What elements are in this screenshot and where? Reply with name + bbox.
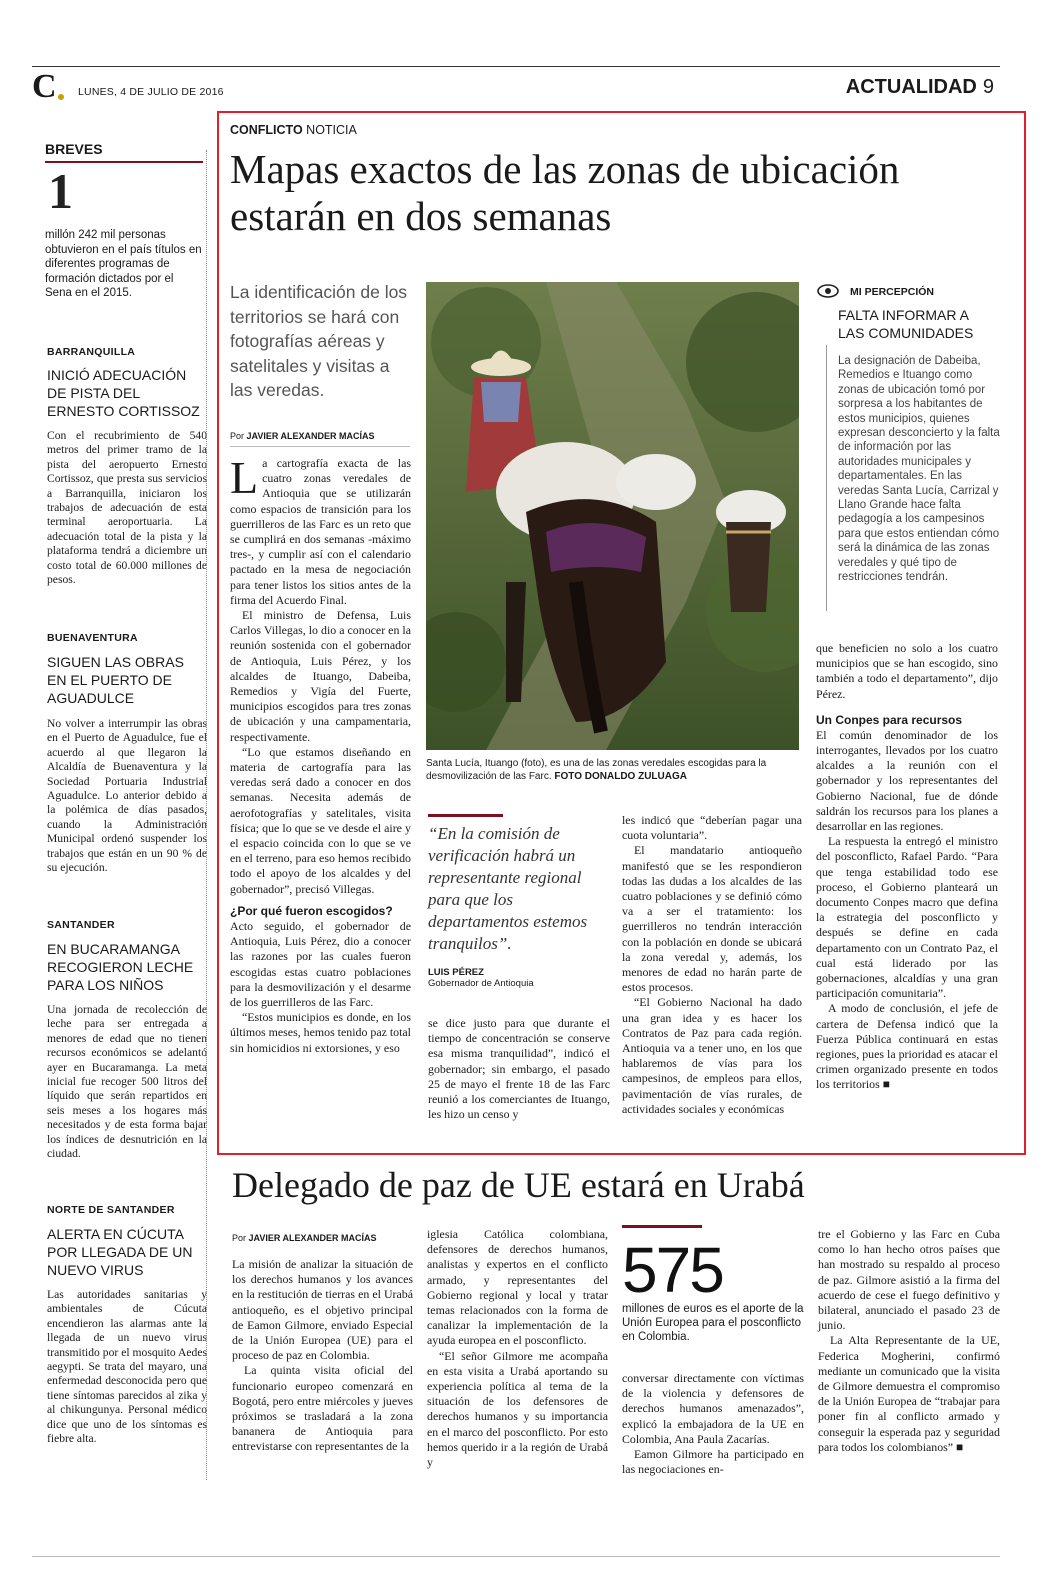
- paragraph: El ministro de Defensa, Luis Carlos Villegas, lo dio a conocer en la reunión sostenida con el gobernador de Antioquia, Luis Pérez, y los alcaldes de Ituango, Dabeiba, Remedios y Vigía del Fuerte, municipios escogidos para tres zonas de ubicación y una campamentaria, respectivamente.: [230, 608, 411, 744]
- brief-kicker: NORTE DE SANTANDER: [47, 1204, 175, 1216]
- brief-headline: INICIÓ ADECUACIÓN DE PISTA DEL ERNESTO CORTISSOZ: [47, 367, 200, 419]
- paragraph: “El señor Gilmore me acompaña en esta visita a Urabá aportando su experiencia política al tema de la situación de los defensores de derechos humanos y su importancia en el marco del posconflicto. Por esto hemos querido ir a la región de Urabá y: [427, 1348, 608, 1470]
- byline-author: JAVIER ALEXANDER MACÍAS: [248, 1233, 377, 1243]
- article-deck: La identificación de los territorios se hará con fotografías aéreas y satelitales y visitas a las veredas.: [230, 282, 408, 400]
- section-name: ACTUALIDAD: [845, 76, 977, 98]
- paragraph: conversar directamente con víctimas de la violencia y defensores de derechos humanos amenazados”, explicó la embajadora de la UE en Colombia, Ana Paula Zacarías.: [622, 1371, 804, 1446]
- brief-headline: ALERTA EN CÚCUTA POR LLEGADA DE UN NUEVO VIRUS: [47, 1226, 193, 1278]
- paragraph: les indicó que “deberían pagar una cuota voluntaria”.: [622, 813, 802, 843]
- article-photo: [426, 282, 799, 750]
- paragraph: “Estos municipios es donde, en los últimos meses, hemos tenido paz total sin homicidios ni extorsiones, y eso: [230, 1010, 411, 1055]
- pull-quote-rule: [428, 814, 503, 817]
- photo-credit: FOTO DONALDO ZULUAGA: [554, 771, 687, 782]
- article2-column-3: [622, 1371, 804, 1477]
- paragraph: La Alta Representante de la UE, Federica Mogherini, confirmó mediante un comunicado que la visita de Gilmore demuestra el compromiso de la Unión Europea de “trabajar para poner fin al conflicto armado y conseguir la esperada paz y seguridad para todos los colombianos” ■: [818, 1333, 1000, 1454]
- brief-body: No volver a interrumpir las obras en el Puerto de Aguadulce, fue el acuerdo al que llegaron la Alcaldía de Buenaventura y la Sociedad Portuaria Industrial Aguadulce. Lo anterior debido a la polémica de días pasados, cuando la Administración Municipal ordenó suspender los trabajos que están en un 90 % de su ejecución.: [47, 717, 207, 875]
- brief-kicker: BUENAVENTURA: [47, 632, 138, 644]
- sidebar-title: BREVES: [45, 141, 103, 157]
- brief-body: Una jornada de recolección de leche para ser entregada a menores de edad que no tienen recursos económicos se adelantó ayer en Bucaramanga. La meta inicial fue recoger 500 litros del líquido que serán repartidos en seis meses a los hogares más necesitados y de esta forma bajar los índices de desnutrición en la ciudad.: [47, 1003, 207, 1161]
- footer-rule: [32, 1556, 1000, 1557]
- article2-column-1: [232, 1257, 413, 1455]
- paragraph: Acto seguido, el gobernador de Antioquia, Luis Pérez, dio a conocer las razones por las cuales fueron escogidas estas cuatro poblaciones para la desmovilización y el desarme de los guerrilleros de las Farc.: [230, 918, 411, 1009]
- kicker-type: NOTICIA: [306, 123, 357, 137]
- opinion-label: MI PERCEPCIÓN: [850, 286, 935, 298]
- kicker-topic: CONFLICTO: [230, 123, 303, 137]
- photo-caption: [426, 757, 799, 783]
- article-headline: Mapas exactos de las zonas de ubicación estarán en dos semanas: [230, 146, 900, 239]
- paragraph: La misión de analizar la situación de los derechos humanos y los avances en la restitución de tierras en el Urabá antioqueño, es el objetivo principal de Eamon Gilmore, enviado Especial de la Unión Europea (UE) para el proceso de paz en Colombia.: [232, 1257, 413, 1363]
- paragraph: “Lo que estamos diseñando en materia de cartografía para las veredas será dado a conocer en dos semanas. Necesita además de aerofotografías y satelitales, visita física; que lo que se ve desde el aire y el espacio coincida con lo que se ve en el terreno, para eso hemos recibido todo el apoyo de los alcaldes y del gobernador”, precisó Villegas.: [230, 744, 411, 896]
- paragraph: A modo de conclusión, el jefe de cartera de Defensa indicó que la Fuerza Pública continuará en estas regiones, pues la prioridad es atacar el crimen organizado presente en todos los territorios ■: [816, 1001, 998, 1092]
- pull-quote-author: LUIS PÉREZ: [428, 967, 484, 978]
- eye-icon: [817, 283, 839, 299]
- mule-trail-photo: [426, 282, 799, 750]
- stat-rule: [622, 1225, 702, 1228]
- sidebar-big-number-text: millón 242 mil personas obtuvieron en el país títulos en diferentes programas de formación dictados por el Sena en el 2015.: [45, 229, 202, 299]
- paragraph-text: a cartografía exacta de las cuatro zonas veredales de Antioquia que se utilizarán como espacios de transición para los guerrilleros de las Farc es un reto que se cumplirá en dos semanas -máximo tres-, y cumplir así con el calendario pactado en la mesa de negociación para tener listos los sitios antes de la firma del Acuerdo Final.: [230, 456, 411, 607]
- paragraph: Eamon Gilmore ha participado en las negociaciones en-: [622, 1447, 804, 1477]
- byline-author: JAVIER ALEXANDER MACÍAS: [246, 431, 375, 441]
- sidebar-divider: [206, 150, 207, 1480]
- stat-text: millones de euros es el aporte de la Unión Europea para el posconflicto en Colombia.: [622, 1303, 804, 1343]
- brief-body: Las autoridades sanitarias y ambientales de Cúcuta encendieron las alarmas ante la llegada de un nuevo virus transmitido por el mosquito Aedes aegypti. Se trata del mayaro, una enfermedad desconocida pero que tiene síntomas parecidos al zika y al chikungunya. Personal médico dice que uno de los síntomas es fiebre alta.: [47, 1288, 207, 1446]
- opinion-body: La designación de Dabeiba, Remedios e Ituango como zonas de ubicación tomó por sorpresa a los habitantes de estos municipios, quienes expresan desconcierto y la falta de información por las autoridades municipales y departamentales. En las veredas Santa Lucía, Carrizal y Llano Grande hace falta pedagogía a los campesinos para que estos entiendan cómo será la dinámica de las zonas veredales y qué tipo de restricciones tendrán.: [838, 355, 1000, 584]
- article-subhead: Un Conpes para recursos: [816, 712, 963, 727]
- paragraph: iglesia Católica colombiana, defensores de derechos humanos, analistas y expertos en el conflicto armado, y representantes del Gobierno regional y local y tratar temas relacionados con la forma de canalizar la implementación de la ayuda europea en el posconflicto.: [427, 1227, 608, 1348]
- drop-cap: L: [230, 452, 259, 503]
- article-column-3: [622, 813, 802, 1117]
- article-subhead: ¿Por qué fueron escogidos?: [230, 903, 393, 918]
- logo-dot-icon: [58, 94, 64, 100]
- article-column-2: [428, 1016, 610, 1122]
- paragraph: La quinta visita oficial del funcionario europeo comenzará en Bogotá, pero entre miércoles y jueves próximos se trasladará a la zona bananera de Antioquia para entrevistarse con representantes de la: [232, 1363, 413, 1454]
- page-number: 9: [982, 76, 994, 98]
- byline-prefix: Por: [232, 1233, 247, 1243]
- paragraph: que beneficien no solo a los cuatro municipios que se han escogido, sino también a todo el departamento”, dijo Pérez.: [816, 641, 998, 701]
- paragraph: se dice justo para que durante el tiempo de concentración se conserve esa misma tranquilidad”, indicó el gobernador; sin embargo, el pasado 25 de mayo el frente 18 de las Farc reunió a los comerciantes de Ituango, les hizo un censo y: [428, 1016, 610, 1122]
- brief-body: Con el recubrimiento de 540 metros del primer tramo de la pista del aeropuerto Ernesto Cortissoz, que presta sus servicios a Barranquilla, iniciaron los trabajos de adecuación de esta terminal aeroportuaria. La adecuación total de la pista y la plataforma tendrá a diciembre un costo total de 60.000 millones de pesos.: [47, 429, 207, 587]
- paragraph: tre el Gobierno y las Farc en Cuba como lo han hecho otros países que han mostrado su respaldo al proceso de paz. Gilmore asistió a la firma del acuerdo de cese el fuego definitivo y bilateral, anunciado el pasado 23 de junio.: [818, 1227, 1000, 1333]
- byline-rule: [230, 446, 410, 447]
- sidebar-big-number: 1: [48, 163, 73, 219]
- header-rule: [32, 66, 1000, 67]
- opinion-headline: FALTA INFORMAR A LAS COMUNIDADES: [838, 307, 974, 341]
- paragraph: “El Gobierno Nacional ha dado una gran idea y es hacer los Contratos de Paz para cada región. Antioquia va a tener uno, en los que hablaremos de vías para los campesinos, de empleos para ellos, pavimentación de vías rurales, de actividades sociales y económicas: [622, 995, 802, 1116]
- paragraph: El mandatario antioqueño manifestó que se les respondieron todas las dudas a los alcaldes de las cuatro poblaciones y se definió cómo va a ser el tratamiento: los guerrilleros no tendrán interacción con la población en donde se ubicará la zona veredal y, además, los menores de edad no harán parte de estos procesos.: [622, 843, 802, 995]
- pull-quote: “En la comisión de verificación habrá un representante regional para que los departamentos estemos tranquilos”.: [428, 824, 588, 953]
- article-byline: [230, 431, 375, 441]
- article2-column-2: [427, 1227, 608, 1470]
- article-kicker: [230, 123, 357, 137]
- brief-kicker: SANTANDER: [47, 919, 115, 931]
- section-title: [846, 76, 994, 99]
- paragraph: El común denominador de los interrogantes, llevados por los cuatro alcaldes a la reunión con el gobernador y los representantes del Gobierno Nacional, fue de dónde saldrán los recursos para los planes a desarrollar en las regiones.: [816, 727, 998, 834]
- pull-quote-role: Gobernador de Antioquia: [428, 978, 534, 989]
- article2-byline: [232, 1233, 377, 1243]
- article-column-4: [816, 641, 998, 1093]
- opinion-rule: [826, 345, 827, 611]
- brief-kicker: BARRANQUILLA: [47, 346, 136, 358]
- article-column-1: [230, 452, 411, 1056]
- article2-headline: Delegado de paz de UE estará en Urabá: [232, 1165, 805, 1205]
- newspaper-logo: C: [32, 68, 57, 105]
- byline-prefix: Por: [230, 431, 245, 441]
- paragraph: La respuesta la entregó el ministro del posconflicto, Rafael Pardo. “Para que tenga estabilidad todo ese proceso, el Gobierno planteará un documento Conpes macro que defina la estrategia del posconflicto y después se define en cada departamento con un Contrato Paz, el cual está liderado por las gobernaciones, alcaldías y una gran participación comunitaria”.: [816, 834, 998, 1001]
- paragraph: [230, 452, 411, 608]
- article2-column-4: [818, 1227, 1000, 1455]
- brief-headline: SIGUEN LAS OBRAS EN EL PUERTO DE AGUADULCE: [47, 654, 184, 706]
- stat-big-number: 575: [622, 1234, 723, 1306]
- caption-text: Santa Lucía, Ituango (foto), es una de las zonas veredales escogidas para la desmovilización de las Farc.: [426, 758, 767, 782]
- issue-date: LUNES, 4 DE JULIO DE 2016: [78, 86, 224, 98]
- brief-headline: EN BUCARAMANGA RECOGIERON LECHE PARA LOS NIÑOS: [47, 941, 194, 993]
